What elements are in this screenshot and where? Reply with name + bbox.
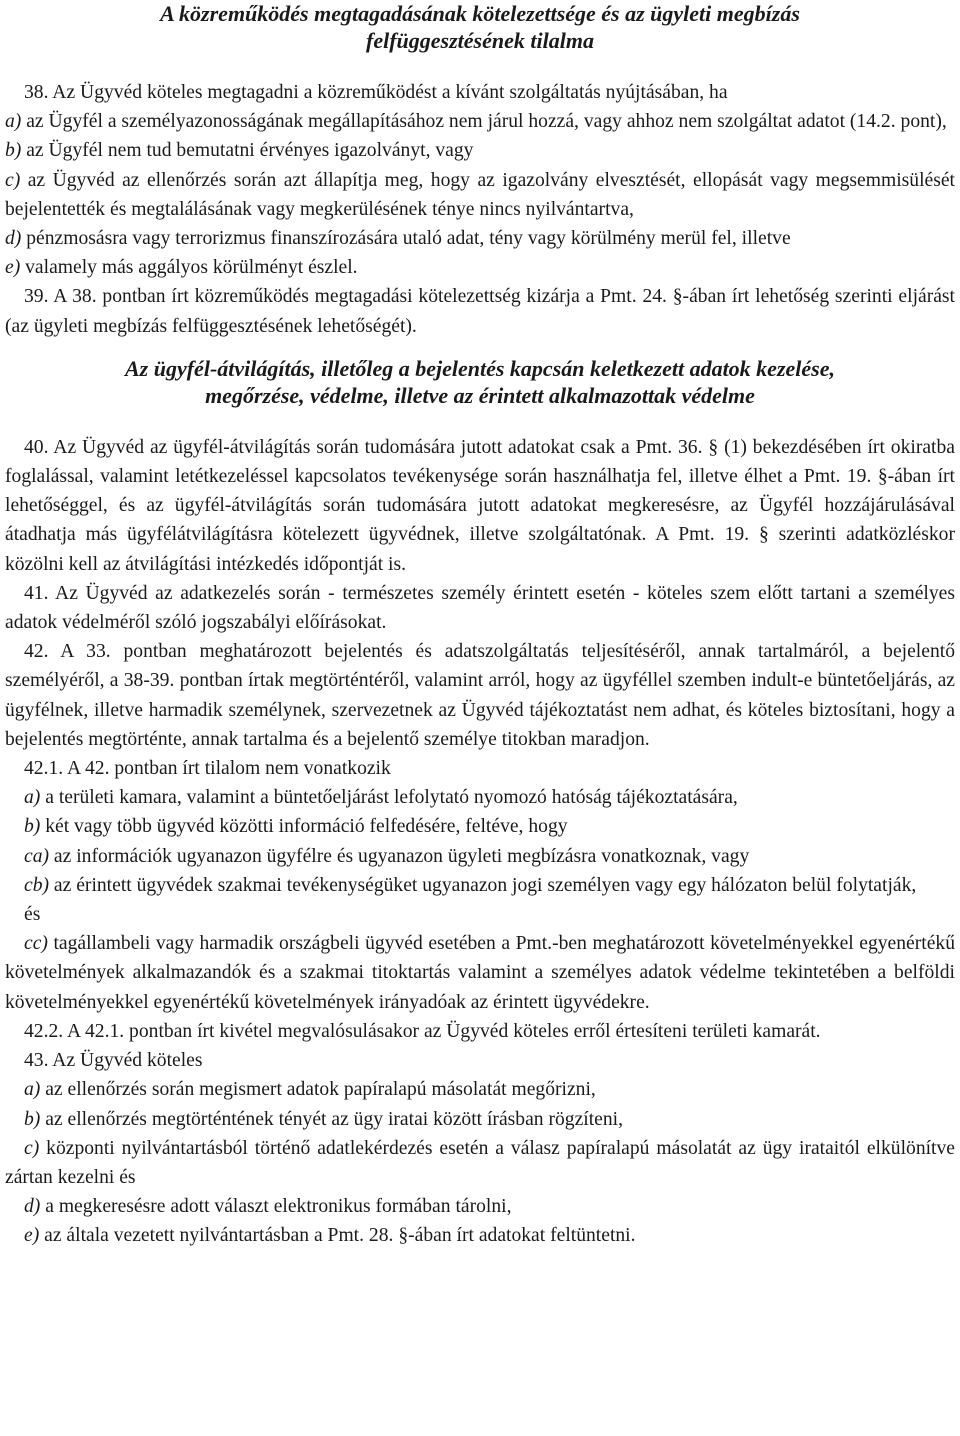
paragraph-38-intro: 38. Az Ügyvéd köteles megtagadni a közreműködést a kívánt szolgáltatás nyújtásában, ha (24, 82, 728, 103)
paragraph-43-c: c) központi nyilvántartásból történő adatlekérdezés esetén a válasz papíralapú másolatát az ügy irataitól elkülönítve zártan kezelni és (5, 1137, 955, 1188)
paragraph-40: 40. Az Ügyvéd az ügyfél-átvilágítás során tudomására jutott adatokat csak a Pmt. 36. § (1) bekezdésében írt okiratba foglalással, valamint letétkezeléssel kapcsolatos tevékenysége során használhatja fel, illetve élhet a Pmt. 19. §-ában írt lehetőséggel, és az ügyfél-átvilágítás során tudomására jutott adatokat megkeresésre, az Ügyfél hozzájárulásával átadhatja más ügyfélátvilágításra kötelezett ügyvédnek, illetve szolgáltatónak. A Pmt. 19. § szerinti adatközléskor közölni kell az átvilágítási intézkedés időpontját is. (5, 436, 955, 575)
paragraph-42-2: 42.2. A 42.1. pontban írt kivétel megvalósulásakor az Ügyvéd köteles erről értesíteni területi kamarát. (24, 1020, 821, 1042)
paragraph-42-1-ca: ca) az információk ugyanazon ügyfélre és ugyanazon ügyleti megbízásra vonatkoznak, vagy (24, 845, 750, 867)
section-heading-2 (5, 355, 955, 409)
paragraph-39: 39. A 38. pontban írt közreműködés megtagadási kötelezettség kizárja a Pmt. 24. §-ában írt lehetőség szerinti eljárást (az ügyleti megbízás felfüggesztésének lehetőségét). (5, 286, 955, 337)
paragraph-38-e: e) valamely más aggályos körülményt észlel. (5, 257, 358, 279)
paragraph-43-b: b) az ellenőrzés megtörténtének tényét az ügy iratai között írásban rögzíteni, (24, 1108, 623, 1130)
paragraph-38-c: c) az Ügyvéd az ellenőrzés során azt állapítja meg, hogy az igazolvány elvesztését, ellopását vagy megsemmisülését bejelentették és megtalálásának vagy megkerülésének ténye nincs nyilvántartva, (5, 169, 955, 220)
paragraph-38-b: b) az Ügyfél nem tud bemutatni érvényes igazolványt, vagy (5, 140, 474, 162)
heading-2-line-1: Az ügyfél-átvilágítás, illetőleg a bejelentés kapcsán keletkezett adatok kezelése, (125, 355, 835, 381)
paragraph-42: 42. A 33. pontban meghatározott bejelentés és adatszolgáltatás teljesítéséről, annak tartalmáról, a bejelentő személyéről, a 38-39. pontban írtak megtörténtéről, valamint arról, hogy az ügyféllel szemben indult-e büntetőeljárás, az ügyfélnek, illetve harmadik személynek, szervezetnek az Ügyvéd tájékoztatást nem adhat, és köteles biztosítani, hogy a bejelentés megtörténte, annak tartalma és a bejelentő személye titokban maradjon. (5, 641, 955, 750)
heading-1-line-2: felfüggesztésének tilalma (366, 28, 594, 53)
paragraph-42-1-cb: cb) az érintett ügyvédek szakmai tevékenységüket ugyanazon jogi személyen vagy egy hálózaton belül folytatják, (24, 874, 917, 896)
paragraph-43-d: d) a megkeresésre adott választ elektronikus formában tárolni, (24, 1196, 512, 1218)
heading-1-line-1: A közreműködés megtagadásának kötelezettsége és az ügyleti megbízás (160, 1, 800, 26)
paragraph-38-a: a) az Ügyfél a személyazonosságának megállapításához nem járul hozzá, vagy ahhoz nem szolgáltat adatot (14.2. pont), (5, 111, 947, 133)
paragraph-43-e: e) az általa vezetett nyilvántartásban a Pmt. 28. §-ában írt adatokat feltüntetni. (24, 1225, 636, 1247)
paragraph-42-1-es: és (24, 904, 41, 926)
paragraph-43-intro: 43. Az Ügyvéd köteles (24, 1050, 203, 1072)
paragraph-42-1-cc: cc) tagállambeli vagy harmadik országbeli ügyvéd esetében a Pmt.-ben meghatározott követelményekkel egyenértékű követelmények alkalmazandók és a szakmai titoktartás valamint a személyes adatok védelme tekintetében a belföldi követelményekkel egyenértékű követelmények irányadóak az érintett ügyvédekre. (5, 933, 955, 1013)
paragraph-43-a: a) az ellenőrzés során megismert adatok papíralapú másolatát megőrizni, (24, 1079, 596, 1101)
paragraph-38-d: d) pénzmosásra vagy terrorizmus finanszírozására utaló adat, tény vagy körülmény merül fel, illetve (5, 228, 791, 250)
section-heading-1 (5, 0, 955, 54)
paragraph-41: 41. Az Ügyvéd az adatkezelés során - természetes személy érintett esetén - köteles szem előtt tartani a személyes adatok védelméről szóló jogszabályi előírásokat. (5, 582, 955, 634)
heading-2-line-2: megőrzése, védelme, illetve az érintett alkalmazottak védelme (205, 382, 755, 408)
paragraph-42-1-intro: 42.1. A 42. pontban írt tilalom nem vonatkozik (24, 758, 391, 780)
paragraph-42-1-a: a) a területi kamara, valamint a büntetőeljárást lefolytató nyomozó hatóság tájékoztatására, (24, 787, 738, 809)
paragraph-42-1-b: b) két vagy több ügyvéd közötti információ felfedésére, feltéve, hogy (24, 816, 568, 838)
